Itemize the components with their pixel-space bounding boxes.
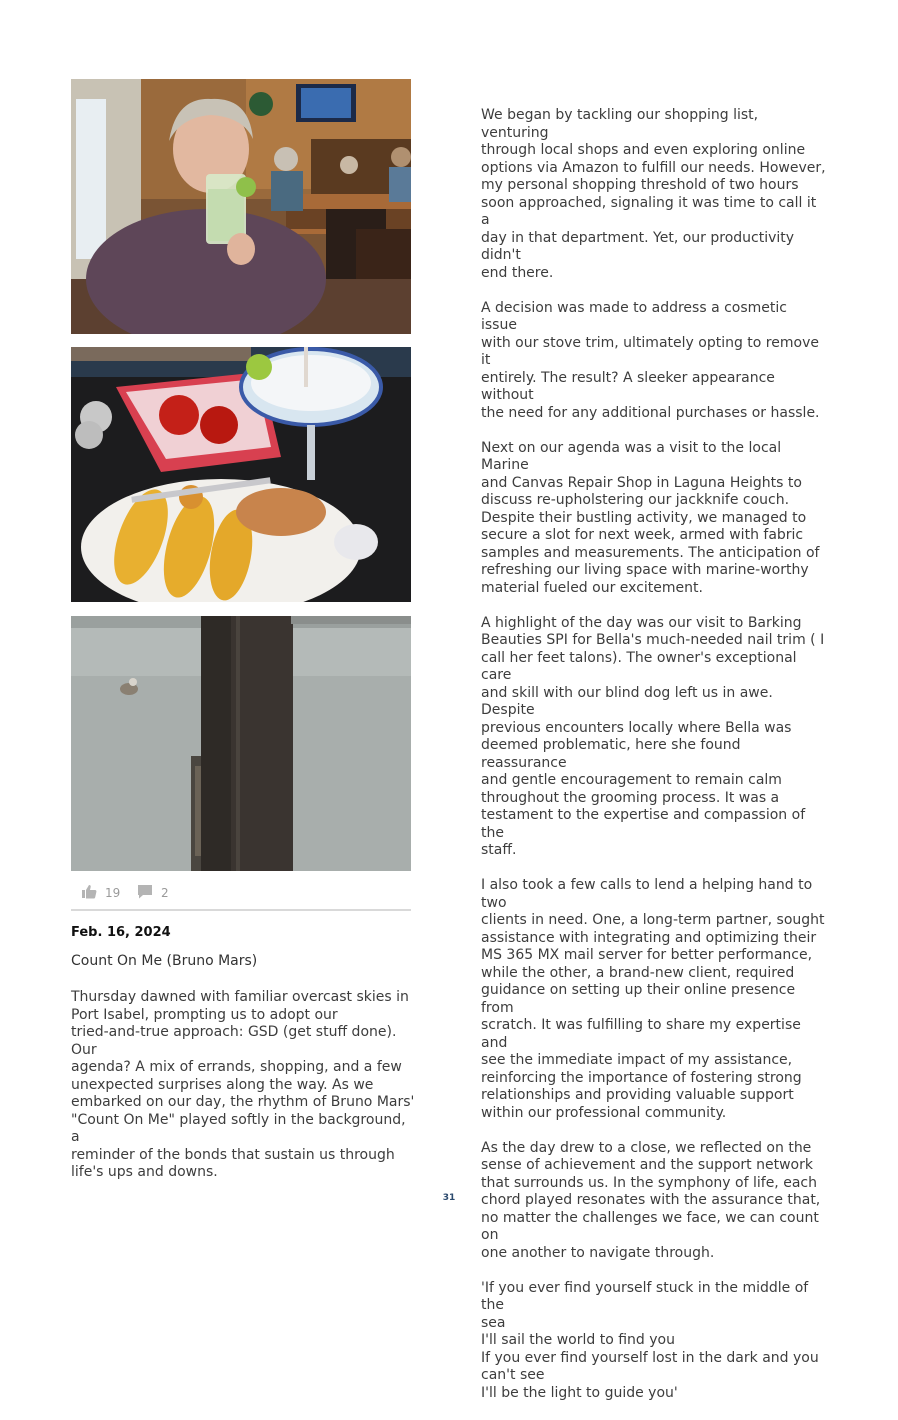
photo-dock-piling-and-pelican <box>71 616 411 871</box>
photo-tacos-and-margarita <box>71 347 411 602</box>
paragraph: As the day drew to a close, we reflected on the sense of achievement and the support network that surrounds us. In the symphony of life, each chord played resonates with the assurance that, no matter the challenges we face, we can count on one another to navigate through. <box>481 1139 821 1261</box>
paragraph: A decision was made to address a cosmetic issue with our stove trim, ultimately opting to remove it entirely. The result? A sleeker appearance without the need for any additional purchases or hassle. <box>481 299 820 421</box>
comment-count: 2 <box>161 886 169 900</box>
photo-woman-drinking-at-bar <box>71 79 411 334</box>
page-number: 31 <box>442 1193 456 1203</box>
paragraph: We began by tackling our shopping list, venturing through local shops and even exploring online options via Amazon to fulfill our needs. However, my personal shopping threshold of two hours soon approached, signaling it was time to call it a day in that department. Yet, our productivity didn't end there. <box>481 107 826 281</box>
social-bar <box>71 880 411 906</box>
post-date: Feb. 16, 2024 <box>71 925 171 940</box>
intro-paragraph: Thursday dawned with familiar overcast skies in Port Isabel, prompting us to adopt our tried-and-true approach: GSD (get stuff done). Our agenda? A mix of errands, shopping, and a few unexpected surprises along the way. As we embarked on our day, the rhythm of Bruno Mars' "Count On Me" played softly in the background, a reminder of the bonds that sustain us through life's ups and downs. <box>71 989 415 1180</box>
paragraph: A highlight of the day was our visit to Barking Beauties SPI for Bella's much-needed nail trim ( I call her feet talons). The owner's exceptional care and skill with our blind dog left us in awe. Despite previous encounters locally where Bella was deemed problematic, here she found reassurance and gentle encouragement to remain calm throughout the grooming process. It was a testament to the expertise and compassion of the staff. <box>481 614 825 858</box>
paragraph: Next on our agenda was a visit to the local Marine and Canvas Repair Shop in Laguna Heights to discuss re-upholstering our jackknife couch. Despite their bustling activity, we managed to secure a slot for next week, armed with fabric samples and measurements. The anticipation of refreshing our living space with marine-worthy material fueled our excitement. <box>481 439 820 596</box>
thumbs-up-icon <box>81 884 97 902</box>
paragraph: I also took a few calls to lend a helping hand to two clients in need. One, a long-term partner, sought assistance with integrating and optimizing their MS 365 MX mail server for better performance, while the other, a brand-new client, required guidance on setting up their online presence from scratch. It was fulfilling to share my expertise and see the immediate impact of my assistance, reinforcing the importance of fostering strong relationships and providing valuable support within our professional community. <box>481 877 825 1121</box>
speech-bubble-icon <box>137 884 153 902</box>
comment-button[interactable] <box>137 884 169 902</box>
song-lyrics-quote: 'If you ever find yourself stuck in the middle of the sea I'll sail the world to find you If you ever find yourself lost in the dark and you can't see I'll be the light to guide you' <box>481 1279 819 1401</box>
post-song-title: Count On Me (Bruno Mars) <box>71 953 258 969</box>
like-button[interactable] <box>81 884 120 902</box>
divider <box>71 909 411 911</box>
like-count: 19 <box>105 886 121 900</box>
right-column <box>481 107 826 1420</box>
